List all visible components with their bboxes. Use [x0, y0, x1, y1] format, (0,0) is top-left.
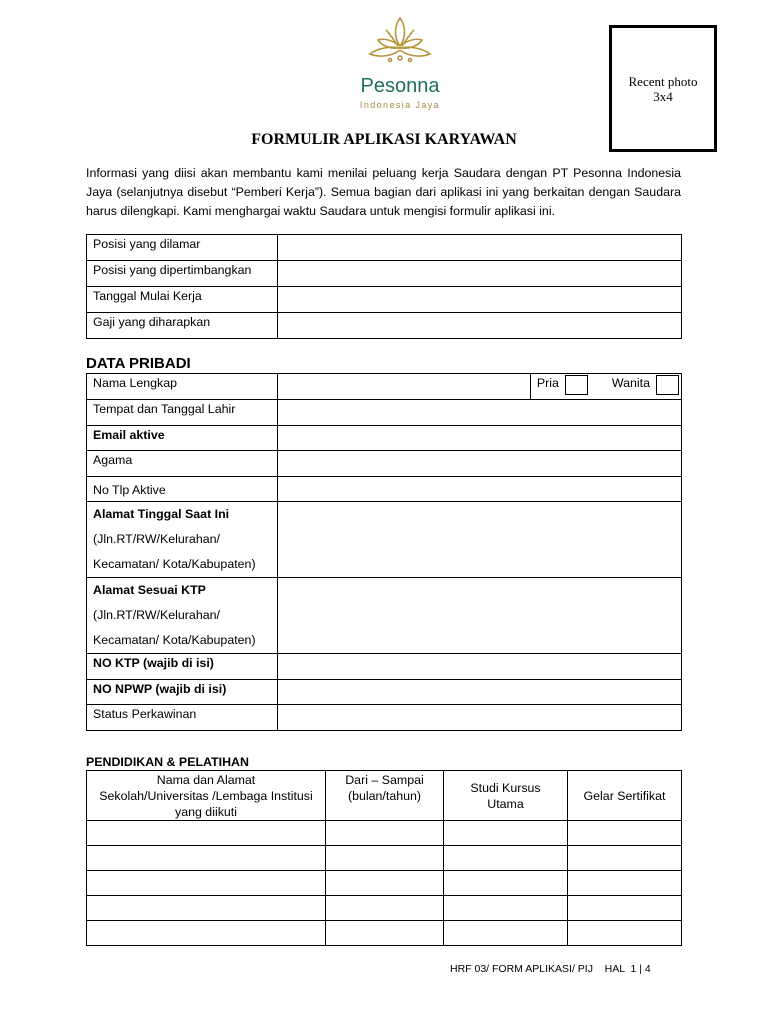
table-row — [87, 476, 682, 502]
position-table — [86, 234, 682, 339]
table-row — [87, 235, 682, 261]
table-row — [87, 705, 682, 731]
table-cell[interactable] — [87, 896, 326, 921]
header-line: Sekolah/Universitas /Lembaga Institusi — [99, 788, 313, 803]
table-row — [87, 846, 682, 871]
column-header — [444, 771, 568, 821]
table-row — [87, 821, 682, 846]
field-input[interactable] — [278, 705, 682, 731]
field-input[interactable] — [278, 313, 682, 339]
table-row — [87, 287, 682, 313]
company-logo — [346, 16, 454, 110]
section-heading-education: PENDIDIKAN & PELATIHAN — [86, 755, 249, 769]
field-label: Tempat dan Tanggal Lahir — [87, 400, 278, 426]
table-cell[interactable] — [326, 921, 444, 946]
field-input[interactable] — [278, 374, 682, 400]
female-label: Wanita — [611, 376, 650, 390]
address-hint: Kecamatan/ Kota/Kabupaten) — [93, 633, 256, 647]
field-input[interactable] — [278, 287, 682, 313]
table-row — [87, 871, 682, 896]
table-cell[interactable] — [326, 871, 444, 896]
field-label: Posisi yang dilamar — [87, 235, 278, 261]
table-header-row — [87, 771, 682, 821]
female-checkbox[interactable] — [656, 375, 679, 395]
section-heading-personal: DATA PRIBADI — [86, 355, 191, 372]
field-label: Gaji yang diharapkan — [87, 313, 278, 339]
table-cell[interactable] — [568, 921, 682, 946]
table-row — [87, 502, 682, 578]
photo-box-label: Recent photo — [628, 73, 698, 89]
table-cell[interactable] — [444, 821, 568, 846]
field-input[interactable] — [278, 400, 682, 426]
field-label-address — [87, 578, 278, 654]
table-row — [87, 896, 682, 921]
table-cell[interactable] — [444, 921, 568, 946]
address-hint: (Jln.RT/RW/Kelurahan/ — [93, 608, 220, 622]
table-cell[interactable] — [87, 871, 326, 896]
intro-paragraph: Informasi yang diisi akan membantu kami menilai peluang kerja Saudara dengan PT Pesonna Indonesia Jaya (selanjutnya disebut “Pemberi Kerja”). Semua bagian dari aplikasi ini yang berkaitan dengan Saudara harus dilengkapi. Kami menghargai waktu Saudara untuk mengisi formulir aplikasi ini. — [86, 166, 681, 218]
field-label: NO KTP (wajib di isi) — [87, 654, 278, 680]
table-cell[interactable] — [444, 871, 568, 896]
header-line: Dari – Sampai — [345, 773, 424, 787]
field-input[interactable] — [278, 502, 682, 578]
field-label: Posisi yang dipertimbangkan — [87, 261, 278, 287]
table-row — [87, 679, 682, 705]
divider — [530, 374, 531, 399]
table-cell[interactable] — [568, 821, 682, 846]
table-cell[interactable] — [568, 871, 682, 896]
table-row — [87, 400, 682, 426]
field-label: Nama Lengkap — [87, 374, 278, 400]
table-row — [87, 654, 682, 680]
education-table — [86, 770, 682, 946]
table-cell[interactable] — [87, 921, 326, 946]
header-line: Studi Kursus — [470, 780, 541, 795]
table-row — [87, 425, 682, 451]
table-cell[interactable] — [326, 846, 444, 871]
table-cell[interactable] — [87, 821, 326, 846]
column-header: Gelar Sertifikat — [568, 771, 682, 821]
field-input[interactable] — [278, 578, 682, 654]
field-input[interactable] — [278, 476, 682, 502]
header-line: yang diikuti — [175, 804, 237, 819]
logo-subtitle: Indonesia Jaya — [359, 100, 441, 110]
table-row — [87, 921, 682, 946]
table-row — [87, 313, 682, 339]
table-row — [87, 261, 682, 287]
table-row — [87, 451, 682, 477]
gender-options — [284, 376, 681, 399]
address-title: Alamat Tinggal Saat Ini — [93, 507, 230, 521]
table-row — [87, 374, 682, 400]
address-hint: (Jln.RT/RW/Kelurahan/ — [93, 532, 220, 546]
header-line: Utama — [487, 796, 524, 811]
field-input[interactable] — [278, 679, 682, 705]
photo-box-size: 3x4 — [653, 88, 673, 104]
table-row — [87, 578, 682, 654]
field-input[interactable] — [278, 654, 682, 680]
lotus-emblem-icon — [368, 16, 432, 74]
personal-data-table — [86, 373, 682, 731]
column-header — [326, 771, 444, 821]
field-label: Tanggal Mulai Kerja — [87, 287, 278, 313]
address-hint: Kecamatan/ Kota/Kabupaten) — [93, 557, 256, 571]
field-label: NO NPWP (wajib di isi) — [87, 679, 278, 705]
field-input[interactable] — [278, 235, 682, 261]
field-label: Agama — [87, 451, 278, 477]
male-label: Pria — [536, 376, 559, 390]
table-cell[interactable] — [568, 846, 682, 871]
page-footer: HRF 03/ FORM APLIKASI/ PIJ HAL 1 | 4 — [450, 963, 651, 975]
table-cell[interactable] — [444, 846, 568, 871]
field-input[interactable] — [278, 261, 682, 287]
page-title: FORMULIR APLIKASI KARYAWAN — [251, 131, 517, 148]
field-label: No Tlp Aktive — [87, 476, 278, 502]
logo-name: Pesonna — [360, 75, 440, 97]
header-line: (bulan/tahun) — [347, 789, 422, 803]
address-title: Alamat Sesuai KTP — [93, 583, 206, 597]
table-cell[interactable] — [326, 821, 444, 846]
table-cell[interactable] — [326, 896, 444, 921]
field-input[interactable] — [278, 451, 682, 477]
male-checkbox[interactable] — [565, 375, 588, 395]
table-cell[interactable] — [87, 846, 326, 871]
table-cell[interactable] — [568, 896, 682, 921]
field-input[interactable] — [278, 425, 682, 451]
field-label-address — [87, 502, 278, 578]
field-label: Email aktive — [87, 425, 278, 451]
header-line: Nama dan Alamat — [156, 772, 256, 787]
column-header — [87, 771, 326, 821]
field-label: Status Perkawinan — [87, 705, 278, 731]
table-cell[interactable] — [444, 896, 568, 921]
